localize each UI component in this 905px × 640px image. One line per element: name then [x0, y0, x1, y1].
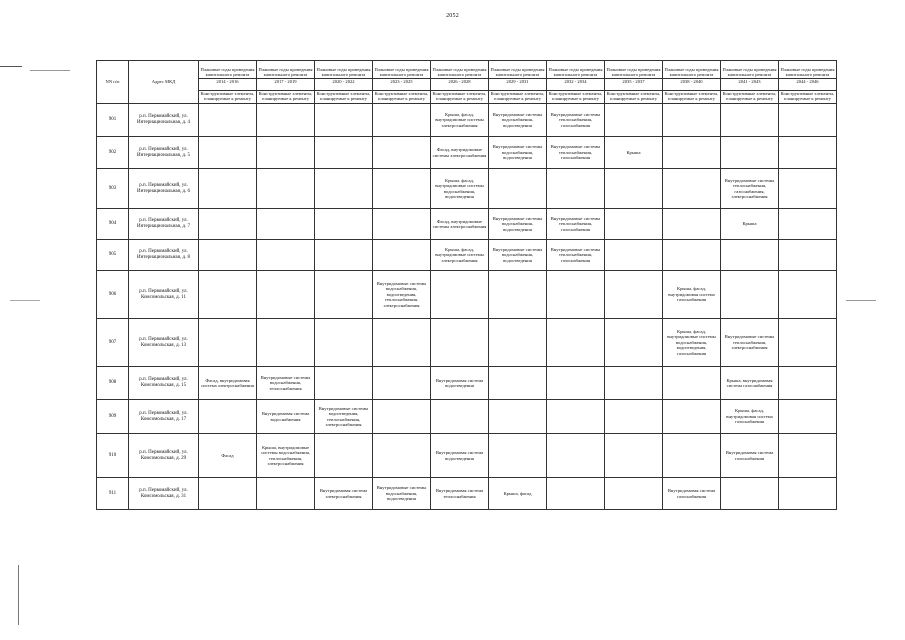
repair-elements-cell: Внутридомовые системы теплоснабжения, газоснабжения — [547, 209, 605, 240]
period-range: 2026 - 2028 — [431, 78, 488, 84]
period-label: Плановые годы проведения капитального ремонта — [490, 66, 545, 78]
scan-mark — [0, 66, 22, 67]
repair-elements-cell: Крыша, фасад — [489, 478, 547, 510]
period-range: 2032 - 2034 — [547, 78, 604, 84]
repair-elements-cell — [373, 400, 431, 434]
row-address: р.п. Первомайский, ул. Интернациональная, д. 8 — [129, 240, 199, 271]
repair-elements-cell — [663, 367, 721, 400]
repair-elements-cell — [315, 367, 373, 400]
row-number: 905 — [97, 240, 129, 271]
address-header: Адрес МКД — [129, 61, 199, 104]
repair-elements-cell — [373, 434, 431, 478]
repair-elements-cell — [199, 209, 257, 240]
repair-elements-cell: Внутридомовые системы теплоснабжения, электроснабжения — [721, 319, 779, 367]
repair-elements-cell: Внутридомовые системы водоотведения, теплоснабжения, электроснабжения — [315, 400, 373, 434]
repair-elements-cell — [489, 400, 547, 434]
period-header — [547, 61, 605, 91]
table-row — [97, 367, 837, 400]
repair-elements-cell — [431, 400, 489, 434]
repair-elements-cell — [547, 169, 605, 209]
repair-elements-cell — [257, 209, 315, 240]
period-range: 2017 - 2019 — [257, 78, 314, 84]
repair-elements-cell — [663, 400, 721, 434]
row-address: р.п. Первомайский, ул. Комсомольская, д. 11 — [129, 271, 199, 319]
repair-elements-cell — [373, 367, 431, 400]
period-header — [257, 61, 315, 91]
repair-elements-cell — [315, 209, 373, 240]
scan-mark — [18, 565, 19, 625]
scan-mark — [10, 300, 40, 301]
repair-elements-cell — [547, 367, 605, 400]
repair-elements-cell — [779, 240, 837, 271]
repair-elements-cell — [199, 137, 257, 169]
row-number: 911 — [97, 478, 129, 510]
table-row — [97, 271, 837, 319]
repair-elements-cell — [605, 209, 663, 240]
repair-elements-cell — [663, 137, 721, 169]
repair-elements-cell: Внутридомовые системы теплоснабжения, газоснабжения — [547, 104, 605, 137]
repair-elements-cell: Внутридомовые системы водоснабжения, теплоснабжения — [257, 367, 315, 400]
repair-elements-cell: Внутридомовая система водоснабжения — [257, 400, 315, 434]
repair-elements-cell: Внутридомовая система теплоснабжения — [431, 478, 489, 510]
table-row — [97, 137, 837, 169]
repair-elements-cell: Крыша, внутридомовая система газоснабжения — [721, 367, 779, 400]
elements-header: Конструктивные элементы, планируемые к ремонту — [721, 91, 779, 104]
num-header: NN п/п — [97, 61, 129, 104]
repair-elements-cell: Внутридомовые системы водоснабжения, водоотведения — [489, 240, 547, 271]
row-address: р.п. Первомайский, ул. Комсомольская, д. 31 — [129, 478, 199, 510]
repair-elements-cell: Внутридомовые системы водоснабжения, водоотведения — [489, 137, 547, 169]
repair-elements-cell: Крыша, фасад, внутридомовые системы водоснабжения, водоотведения — [431, 169, 489, 209]
scan-mark — [30, 70, 70, 71]
repair-elements-cell: Фасад, внутридомовые системы электроснабжения — [431, 137, 489, 169]
repair-elements-cell — [199, 271, 257, 319]
elements-header: Конструктивные элементы, планируемые к ремонту — [663, 91, 721, 104]
repair-elements-cell — [373, 240, 431, 271]
period-range: 2035 - 2037 — [605, 78, 662, 84]
elements-header: Конструктивные элементы, планируемые к ремонту — [779, 91, 837, 104]
repair-elements-cell: Внутридомовая система водоотведения — [431, 367, 489, 400]
repair-elements-cell — [605, 169, 663, 209]
repair-elements-cell — [373, 319, 431, 367]
repair-elements-cell — [547, 271, 605, 319]
page-number: 2052 — [446, 13, 459, 19]
period-range: 2014 - 2016 — [199, 78, 256, 84]
row-address: р.п. Первомайский, ул. Интернациональная, д. 4 — [129, 104, 199, 137]
repair-elements-cell — [721, 271, 779, 319]
repair-elements-cell: Внутридомовые системы водоснабжения, водоотведения — [489, 209, 547, 240]
repair-elements-cell — [605, 367, 663, 400]
elements-header: Конструктивные элементы, планируемые к ремонту — [547, 91, 605, 104]
repair-elements-cell — [373, 104, 431, 137]
repair-elements-cell: Крыша, фасад, внутридомовая система газоснабжения — [663, 271, 721, 319]
row-address: р.п. Первомайский, ул. Комсомольская, д. 13 — [129, 319, 199, 367]
row-number: 907 — [97, 319, 129, 367]
row-number: 903 — [97, 169, 129, 209]
table-row — [97, 478, 837, 510]
repair-elements-cell — [663, 209, 721, 240]
period-label: Плановые годы проведения капитального ремонта — [374, 66, 429, 78]
row-number: 909 — [97, 400, 129, 434]
repair-elements-cell — [431, 319, 489, 367]
repair-elements-cell — [779, 104, 837, 137]
row-number: 904 — [97, 209, 129, 240]
repair-elements-cell: Внутридомовые системы водоснабжения, водоотведения — [489, 104, 547, 137]
elements-header: Конструктивные элементы, планируемые к ремонту — [489, 91, 547, 104]
repair-elements-cell — [663, 434, 721, 478]
repair-elements-cell: Внутридомовые системы теплоснабжения, газоснабжения — [547, 137, 605, 169]
repair-elements-cell — [605, 478, 663, 510]
repair-elements-cell — [721, 478, 779, 510]
repair-elements-cell: Фасад, внутридомовые системы электроснабжения — [431, 209, 489, 240]
repair-elements-cell — [779, 137, 837, 169]
repair-elements-cell — [721, 137, 779, 169]
repair-elements-cell — [199, 169, 257, 209]
repair-elements-cell — [315, 434, 373, 478]
repair-elements-cell — [315, 169, 373, 209]
repair-elements-cell: Крыша, фасад, внутридомовая система газоснабжения — [721, 400, 779, 434]
period-label: Плановые годы проведения капитального ремонта — [258, 66, 313, 78]
period-range: 2020 - 2022 — [315, 78, 372, 84]
period-header — [431, 61, 489, 91]
capital-repair-schedule — [96, 60, 836, 510]
elements-header: Конструктивные элементы, планируемые к ремонту — [315, 91, 373, 104]
repair-elements-cell: Внутридомовые системы теплоснабжения, газоснабжения, электроснабжения — [721, 169, 779, 209]
repair-elements-cell — [779, 209, 837, 240]
repair-table — [96, 60, 837, 510]
period-range: 2038 - 2040 — [663, 78, 720, 84]
period-range: 2041 - 2043 — [721, 78, 778, 84]
repair-elements-cell — [605, 104, 663, 137]
repair-elements-cell — [779, 400, 837, 434]
repair-elements-cell — [431, 271, 489, 319]
repair-elements-cell — [721, 104, 779, 137]
repair-elements-cell: Внутридомовая система газоснабжения — [721, 434, 779, 478]
repair-elements-cell — [315, 240, 373, 271]
repair-elements-cell — [779, 367, 837, 400]
repair-elements-cell — [315, 271, 373, 319]
repair-elements-cell: Крыша, фасад, внутридомовые системы электроснабжения — [431, 104, 489, 137]
repair-elements-cell — [257, 137, 315, 169]
repair-elements-cell: Внутридомовые системы теплоснабжения, газоснабжения — [547, 240, 605, 271]
row-address: р.п. Первомайский, ул. Интернациональная, д. 7 — [129, 209, 199, 240]
period-range: 2044 - 2046 — [779, 78, 836, 84]
period-label: Плановые годы проведения капитального ремонта — [200, 66, 255, 78]
repair-elements-cell — [489, 169, 547, 209]
elements-header: Конструктивные элементы, планируемые к ремонту — [199, 91, 257, 104]
repair-elements-cell: Фасад, внутридомовая система электроснабжения — [199, 367, 257, 400]
period-header — [489, 61, 547, 91]
repair-elements-cell: Крыша, фасад, внутридомовые системы электроснабжения — [431, 240, 489, 271]
repair-elements-cell — [605, 271, 663, 319]
repair-elements-cell — [663, 169, 721, 209]
repair-elements-cell — [257, 319, 315, 367]
repair-elements-cell — [199, 240, 257, 271]
repair-elements-cell — [199, 400, 257, 434]
period-label: Плановые годы проведения капитального ремонта — [722, 66, 777, 78]
repair-elements-cell: Внутридомовые системы водоснабжения, водоотведения, теплоснабжения, электроснабжения — [373, 271, 431, 319]
repair-elements-cell — [315, 104, 373, 137]
repair-elements-cell — [779, 169, 837, 209]
row-address: р.п. Первомайский, ул. Комсомольская, д. 29 — [129, 434, 199, 478]
repair-elements-cell — [547, 400, 605, 434]
period-label: Плановые годы проведения капитального ремонта — [780, 66, 835, 78]
repair-elements-cell — [257, 271, 315, 319]
period-label: Плановые годы проведения капитального ремонта — [316, 66, 371, 78]
row-address: р.п. Первомайский, ул. Комсомольская, д. 17 — [129, 400, 199, 434]
repair-elements-cell — [547, 478, 605, 510]
table-row — [97, 209, 837, 240]
table-row — [97, 400, 837, 434]
period-header — [605, 61, 663, 91]
repair-elements-cell: Фасад — [199, 434, 257, 478]
repair-elements-cell — [373, 137, 431, 169]
repair-elements-cell — [547, 434, 605, 478]
repair-elements-cell — [257, 169, 315, 209]
period-label: Плановые годы проведения капитального ремонта — [548, 66, 603, 78]
elements-header: Конструктивные элементы, планируемые к ремонту — [431, 91, 489, 104]
repair-elements-cell — [663, 104, 721, 137]
repair-elements-cell — [199, 104, 257, 137]
table-row — [97, 169, 837, 209]
period-header — [721, 61, 779, 91]
table-row — [97, 104, 837, 137]
period-label: Плановые годы проведения капитального ремонта — [664, 66, 719, 78]
row-number: 908 — [97, 367, 129, 400]
elements-header: Конструктивные элементы, планируемые к ремонту — [257, 91, 315, 104]
repair-elements-cell — [779, 478, 837, 510]
repair-elements-cell — [721, 240, 779, 271]
repair-elements-cell: Внутридомовая система электроснабжения — [315, 478, 373, 510]
period-header — [315, 61, 373, 91]
row-number: 906 — [97, 271, 129, 319]
repair-elements-cell — [605, 240, 663, 271]
repair-elements-cell: Внутридомовая система газоснабжения — [663, 478, 721, 510]
repair-elements-cell: Крыша, внутридомовые системы водоснабжения, теплоснабжения, электроснабжения — [257, 434, 315, 478]
repair-elements-cell — [605, 319, 663, 367]
period-header — [373, 61, 431, 91]
repair-elements-cell — [779, 434, 837, 478]
repair-elements-cell — [199, 478, 257, 510]
row-address: р.п. Первомайский, ул. Интернациональная, д. 5 — [129, 137, 199, 169]
row-number: 910 — [97, 434, 129, 478]
repair-elements-cell — [489, 367, 547, 400]
row-address: р.п. Первомайский, ул. Интернациональная, д. 6 — [129, 169, 199, 209]
period-range: 2023 - 2025 — [373, 78, 430, 84]
repair-elements-cell — [663, 240, 721, 271]
period-label: Плановые годы проведения капитального ремонта — [606, 66, 661, 78]
period-header — [779, 61, 837, 91]
repair-elements-cell — [257, 240, 315, 271]
repair-elements-cell — [373, 209, 431, 240]
row-number: 901 — [97, 104, 129, 137]
repair-elements-cell — [257, 104, 315, 137]
repair-elements-cell — [779, 319, 837, 367]
table-row — [97, 319, 837, 367]
table-row — [97, 434, 837, 478]
repair-elements-cell — [315, 137, 373, 169]
elements-header: Конструктивные элементы, планируемые к ремонту — [605, 91, 663, 104]
row-number: 902 — [97, 137, 129, 169]
repair-elements-cell — [779, 271, 837, 319]
period-label: Плановые годы проведения капитального ремонта — [432, 66, 487, 78]
repair-elements-cell — [605, 434, 663, 478]
repair-elements-cell: Внутридомовые системы водоснабжения, водоотведения — [373, 478, 431, 510]
repair-elements-cell — [315, 319, 373, 367]
repair-elements-cell — [489, 271, 547, 319]
row-address: р.п. Первомайский, ул. Комсомольская, д. 15 — [129, 367, 199, 400]
scan-mark — [846, 300, 876, 301]
table-row — [97, 240, 837, 271]
repair-elements-cell — [605, 400, 663, 434]
repair-elements-cell — [199, 319, 257, 367]
repair-elements-cell: Крыша — [605, 137, 663, 169]
period-header — [199, 61, 257, 91]
repair-elements-cell — [489, 319, 547, 367]
period-header — [663, 61, 721, 91]
repair-elements-cell — [489, 434, 547, 478]
period-range: 2029 - 2031 — [489, 78, 546, 84]
repair-elements-cell — [547, 319, 605, 367]
repair-elements-cell: Внутридомовая система водоотведения — [431, 434, 489, 478]
repair-elements-cell — [373, 169, 431, 209]
elements-header: Конструктивные элементы, планируемые к ремонту — [373, 91, 431, 104]
repair-elements-cell — [257, 478, 315, 510]
repair-elements-cell: Крыша, фасад, внутридомовые системы водоснабжения, водоотведения, газоснабжения — [663, 319, 721, 367]
repair-elements-cell: Крыша — [721, 209, 779, 240]
